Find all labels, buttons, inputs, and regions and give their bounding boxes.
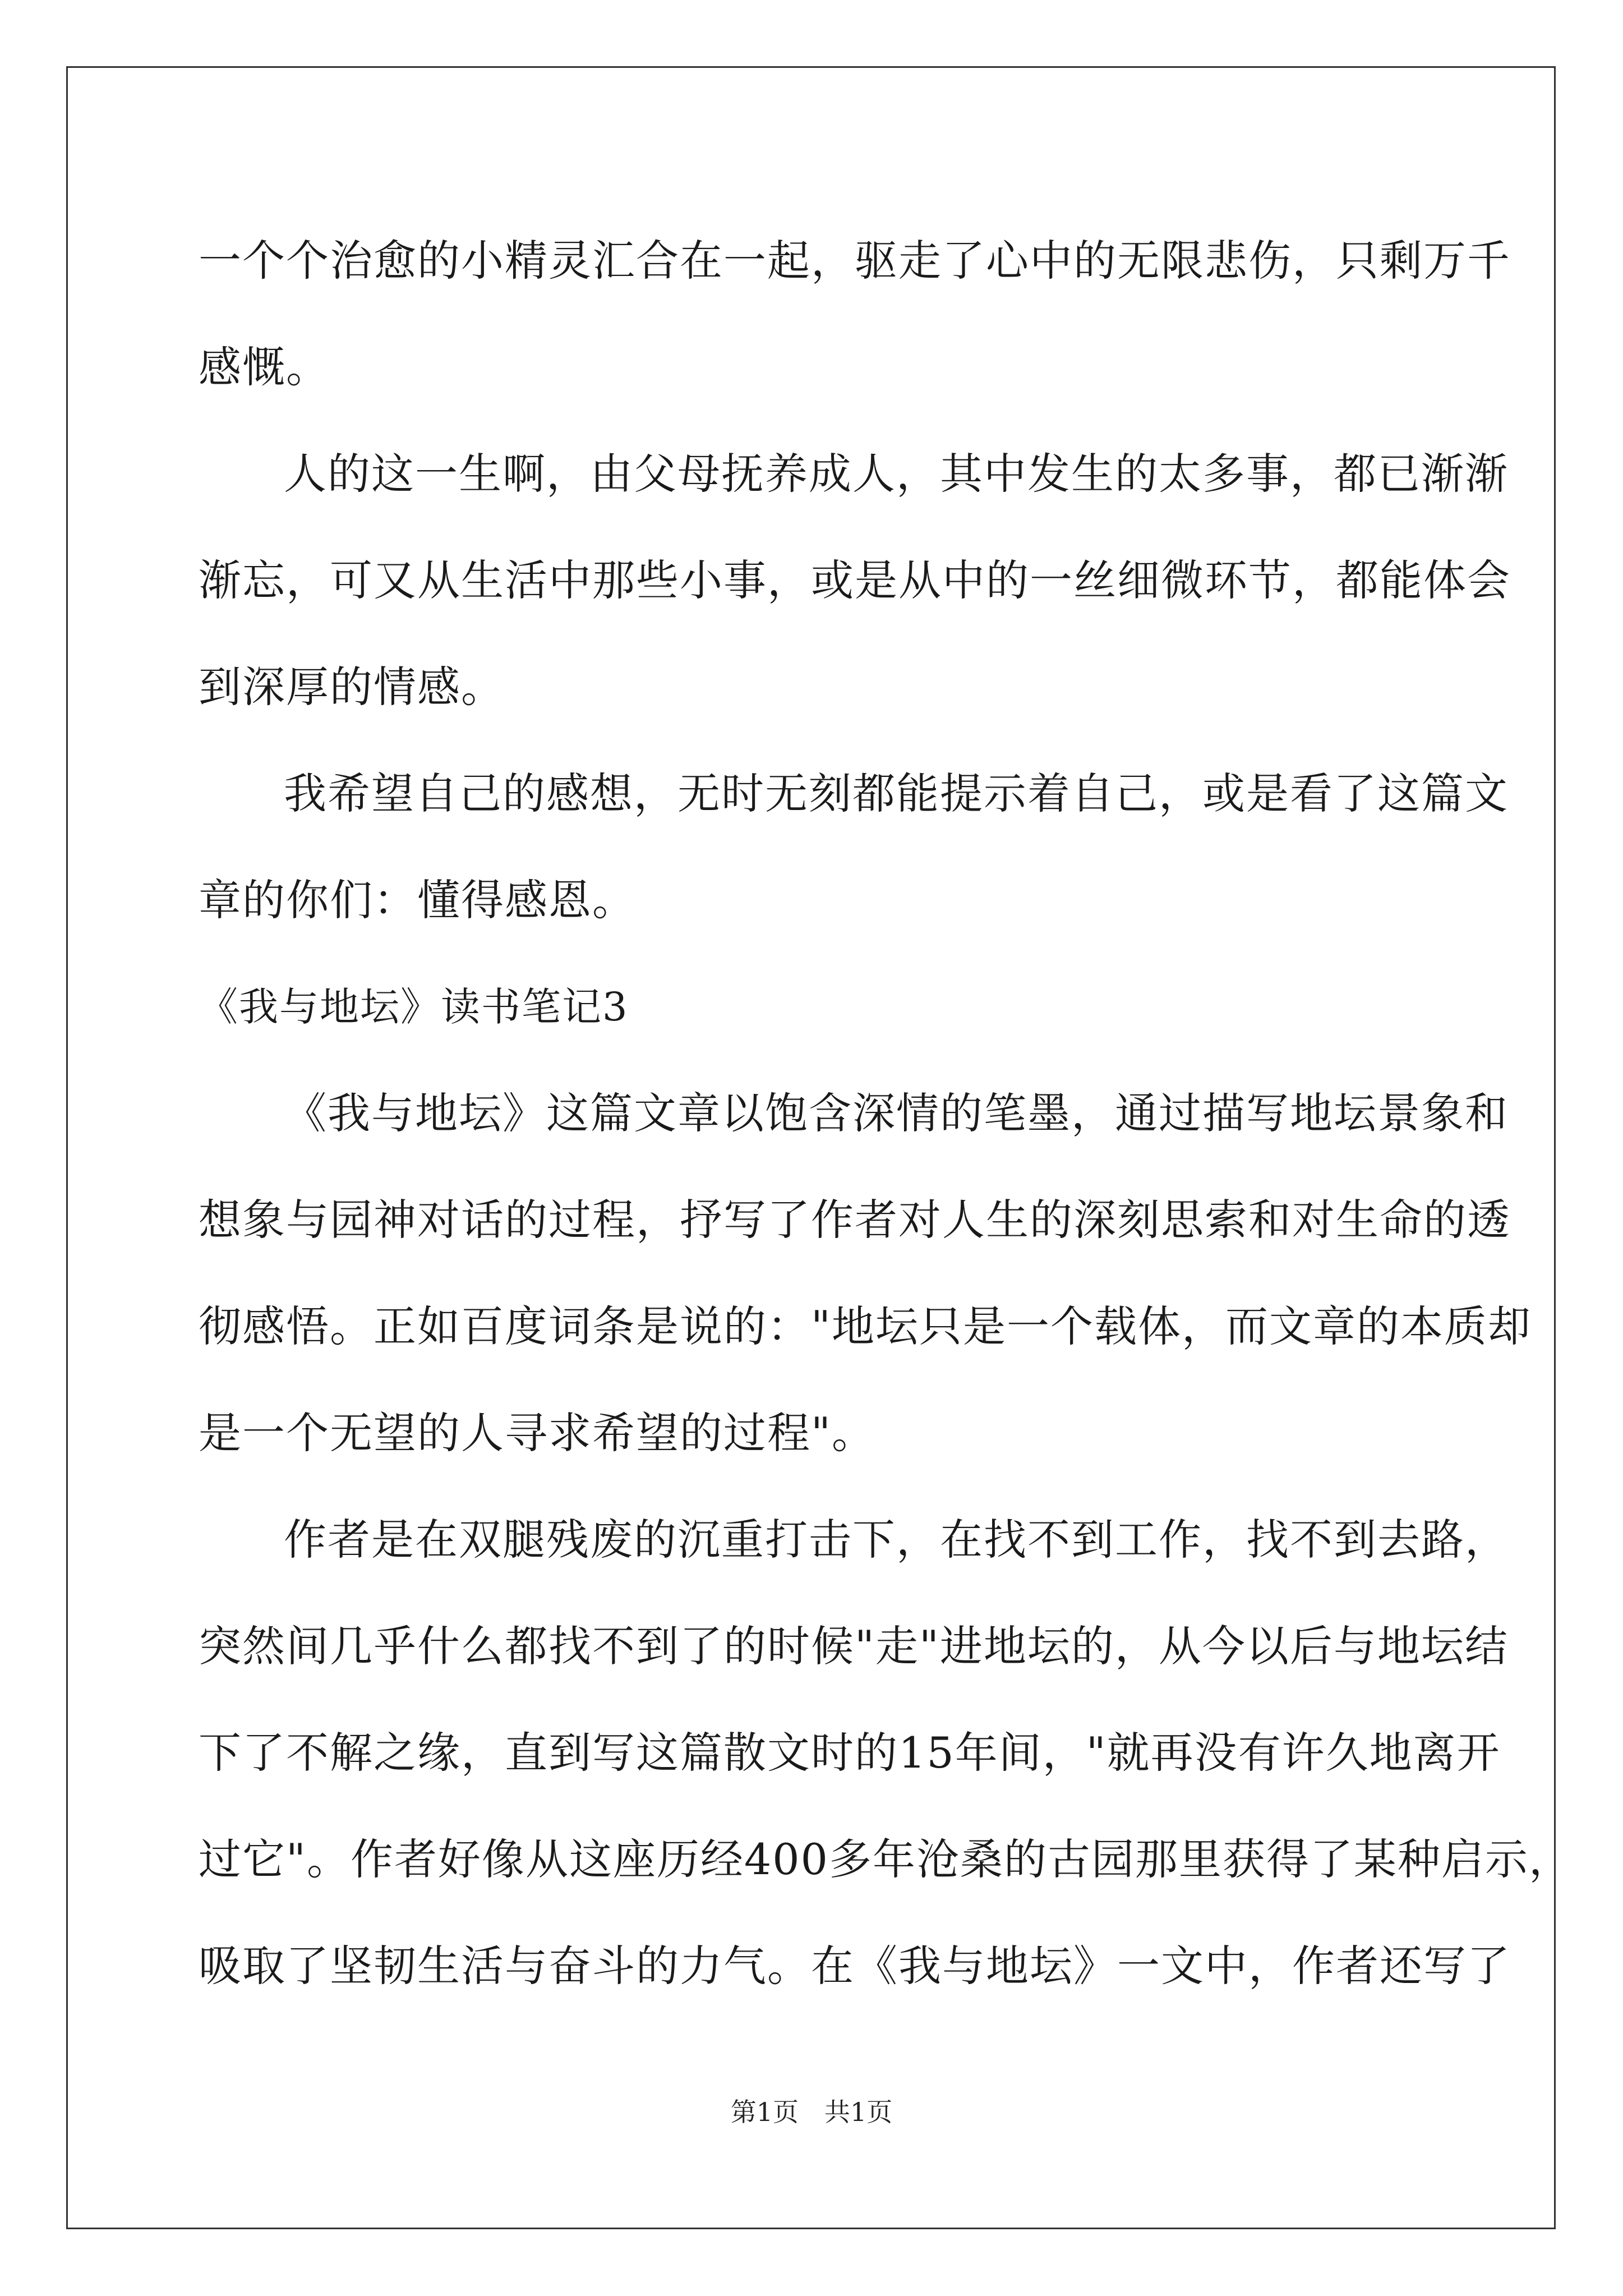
text-line: 彻感悟。正如百度词条是说的："地坛只是一个载体，而文章的本质却 [199,1301,1532,1351]
text-line: 章的你们：懂得感恩。 [199,875,636,925]
text-line: 感慨。 [199,342,330,392]
text-line: 我希望自己的感想，无时无刻都能提示着自己，或是看了这篇文 [284,769,1509,818]
text-line: 是一个无望的人寻求希望的过程"。 [199,1408,875,1458]
text-line: 渐忘，可又从生活中那些小事，或是从中的一丝细微环节，都能体会 [199,555,1511,605]
text-line: 作者是在双腿残废的沉重打击下，在找不到工作，找不到去路， [284,1515,1509,1565]
text-line: 下了不解之缘，直到写这篇散文时的15年间，"就再没有许久地离开 [199,1728,1501,1778]
section-heading: 《我与地坛》读书笔记3 [199,984,629,1030]
text-line: 过它"。作者好像从这座历经400多年沧桑的古园那里获得了某种启示， [199,1834,1573,1884]
text-line: 想象与园神对话的过程，抒写了作者对人生的深刻思索和对生命的透 [199,1195,1511,1245]
text-line: 《我与地坛》这篇文章以饱含深情的笔墨，通过描写地坛景象和 [284,1088,1509,1138]
text-line: 人的这一生啊，由父母抚养成人，其中发生的太多事，都已渐渐 [284,449,1509,499]
page-footer: 第1页 共1页 [730,2097,893,2127]
text-line: 一个个治愈的小精灵汇合在一起，驱走了心中的无限悲伤，只剩万千 [199,236,1511,286]
text-line: 到深厚的情感。 [199,662,505,712]
text-line: 吸取了坚韧生活与奋斗的力气。在《我与地坛》一文中，作者还写了 [199,1941,1511,1991]
text-line: 突然间几乎什么都找不到了的时候"走"进地坛的，从今以后与地坛结 [199,1621,1509,1671]
document-body [199,208,1573,2019]
